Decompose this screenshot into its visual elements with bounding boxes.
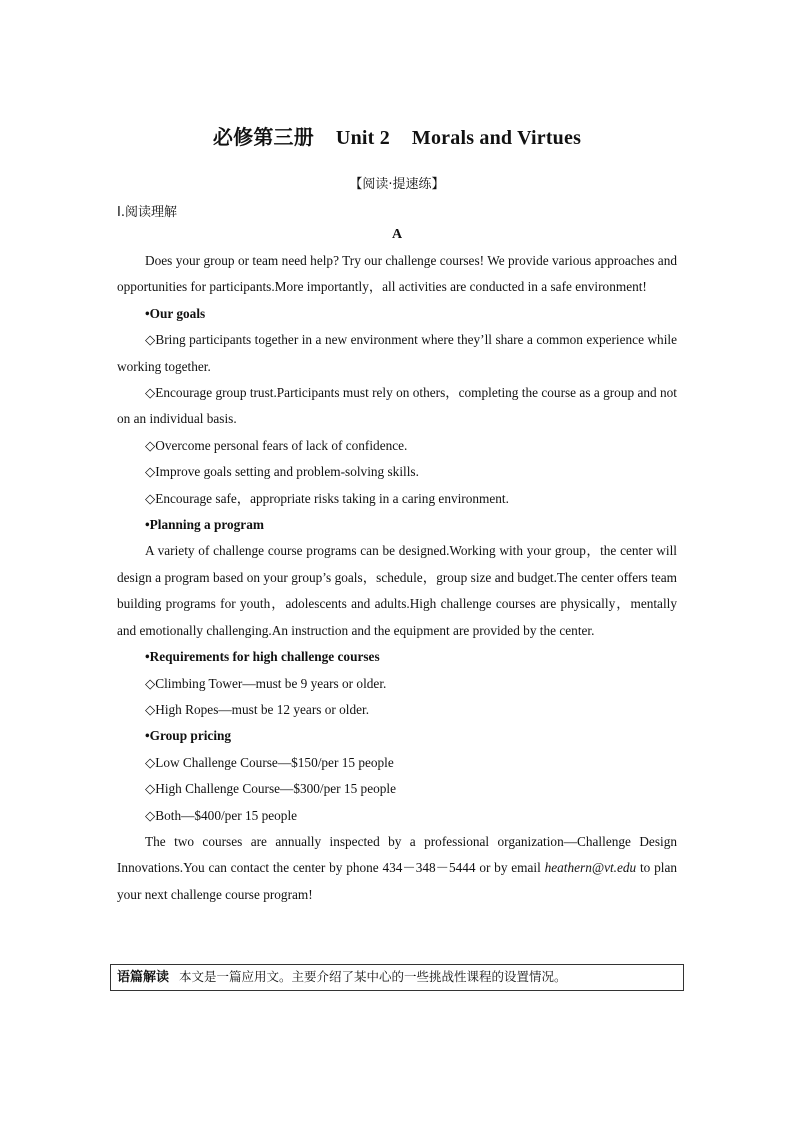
discourse-summary-box (110, 964, 684, 991)
title-unit: Unit 2 (335, 127, 390, 149)
pricing-heading: •Group pricing (145, 728, 232, 744)
summary-text: 本文是一篇应用文。主要介绍了某中心的一些挑战性课程的设置情况。 (179, 969, 567, 984)
passage-body (117, 248, 677, 908)
section-label: Ⅰ.阅读理解 (117, 205, 177, 220)
page-subtitle: 【阅读·提速练】 (349, 177, 445, 192)
page-title (0, 121, 794, 150)
pricing-item: ◇Both—$400/per 15 people (145, 807, 298, 823)
closing-text: The two courses are annually inspected by a professional organization—Challenge Design Innovations.You can contact the center by phone 434－348－5444 or by email (117, 833, 677, 876)
intro-paragraph: Does your group or team need help? Try our challenge courses! We provide various approaches and opportunities for participants.More importantly，all activities are conducted in a safe environment! (117, 253, 677, 295)
title-chinese: 必修第三册 (212, 127, 314, 149)
goal-item: ◇Overcome personal fears of lack of confidence. (145, 437, 408, 453)
planning-paragraph: A variety of challenge course programs can be designed.Working with your group，the center will design a program based on your group’s goals，schedule，group size and budget.The center offers team building programs for youth，adolescents and adults.High challenge courses are physically，mentally and emotionally challenging.An instruction and the equipment are provided by the center. (117, 543, 677, 638)
planning-heading: •Planning a program (145, 517, 264, 533)
pricing-item: ◇Low Challenge Course—$150/per 15 people (145, 754, 394, 770)
pricing-item: ◇High Challenge Course—$300/per 15 people (145, 781, 396, 797)
closing-paragraph (117, 829, 677, 908)
goal-item: ◇Bring participants together in a new environment where they’ll share a common experience while working together. (117, 332, 677, 374)
contact-email: heathern@vt.edu (544, 860, 637, 876)
goal-item: ◇Encourage safe，appropriate risks taking in a caring environment. (145, 490, 509, 506)
goals-heading: •Our goals (145, 305, 206, 321)
title-topic: Morals and Virtues (411, 127, 582, 149)
requirement-item: ◇High Ropes—must be 12 years or older. (145, 701, 370, 717)
requirements-heading: •Requirements for high challenge courses (145, 649, 380, 665)
closing-text-end: to plan your next challenge course program! (117, 860, 677, 902)
summary-label: 语篇解读 (117, 970, 170, 985)
passage-letter: A (391, 227, 403, 242)
goal-item: ◇Improve goals setting and problem-solving skills. (145, 464, 419, 480)
requirement-item: ◇Climbing Tower—must be 9 years or older. (145, 675, 387, 691)
goal-item: ◇Encourage group trust.Participants must rely on others，completing the course as a group and not on an individual basis. (117, 385, 677, 427)
